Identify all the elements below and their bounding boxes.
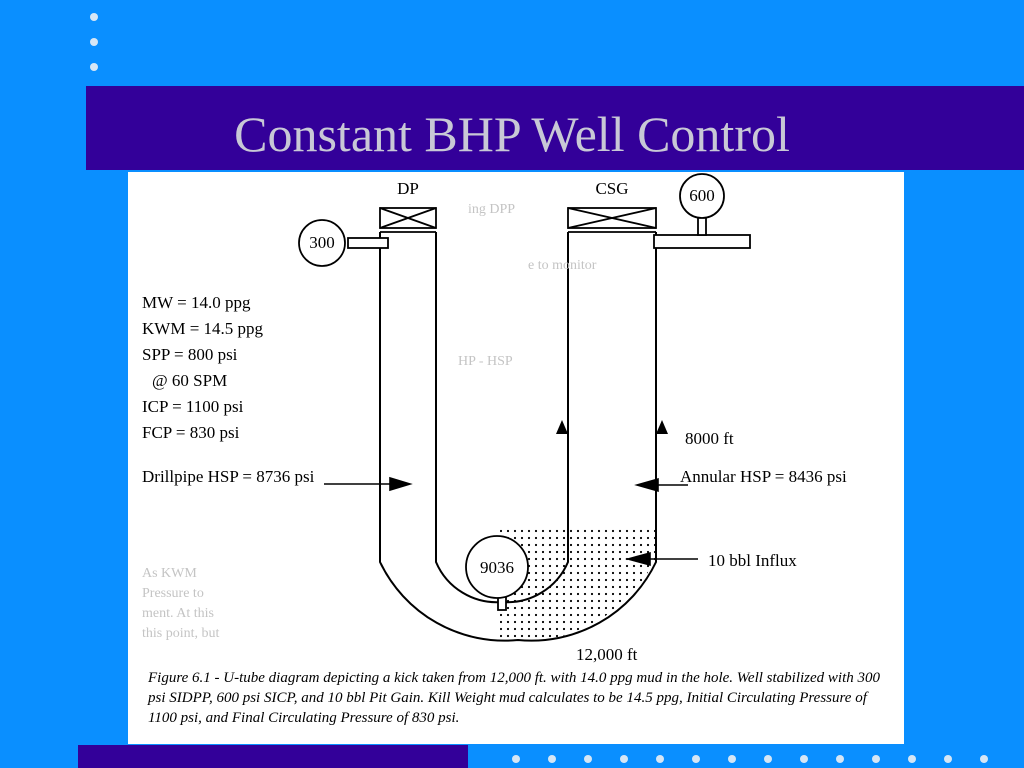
decor-dot [90,63,98,71]
initial-circulating-pressure: ICP = 1100 psi [142,397,244,416]
annular-hsp-label: Annular HSP = 8436 psi [680,467,847,486]
drillpipe-hsp-label: Drillpipe HSP = 8736 psi [142,467,315,486]
u-tube-figure [128,172,904,744]
decor-dot [872,755,880,763]
ghost-text: HP - HSP [458,354,513,369]
bottom-band [78,745,468,768]
bhp-gauge-value: 9036 [480,558,514,577]
decor-dot [800,755,808,763]
mud-weight: MW = 14.0 ppg [142,293,251,312]
decor-dot [728,755,736,763]
decor-dot [90,13,98,21]
decor-dot [980,755,988,763]
ghost-text: As KWM [142,566,197,581]
decor-dot [656,755,664,763]
decor-dot [548,755,556,763]
slide-title: Constant BHP Well Control [234,106,790,162]
decor-dot [692,755,700,763]
decor-dot [908,755,916,763]
flow-up-arrow-icon [556,420,668,434]
influx-label: 10 bbl Influx [708,551,797,570]
kill-mud-weight: KWM = 14.5 ppg [142,319,264,338]
csg-valve-icon [568,208,656,232]
sicp-gauge-value: 600 [689,186,715,205]
pump-rate: @ 60 SPM [152,371,228,390]
ghost-text: Pressure to [142,586,204,601]
decor-dot [944,755,952,763]
u-tube-diagram [128,172,904,744]
figure-caption: Figure 6.1 - U-tube diagram depicting a kick taken from 12,000 ft. with 14.0 ppg mud in the hole. Well stabilized with 300 psi SIDPP, 600 psi SICP, and 10 bbl Pit Gain. Kill Weight mud calculates to be 14.5 ppg, Initial Circulating Pressure of 1100 psi, and Final Circulating Pressure of 830 psi. [148,670,881,726]
decor-dot [620,755,628,763]
total-depth-label: 12,000 ft [576,645,638,664]
csg-label: CSG [595,179,629,198]
decor-dot [836,755,844,763]
decor-dot [512,755,520,763]
final-circulating-pressure: FCP = 830 psi [142,423,240,442]
depth-8000-label: 8000 ft [685,429,734,448]
ghost-text: ment. At this [142,606,214,621]
decor-dot [90,38,98,46]
slow-pump-pressure: SPP = 800 psi [142,345,238,364]
dp-label: DP [397,179,419,198]
dp-valve-icon [380,208,436,232]
well-givens [142,290,263,446]
decor-dot [584,755,592,763]
drillpipe-hsp-arrow-icon [324,478,410,490]
ghost-text: this point, but [142,626,220,641]
ghost-text: ing DPP [468,202,516,217]
ghost-text: e to monitor [528,258,597,273]
sidpp-gauge-value: 300 [309,233,335,252]
decor-dot [764,755,772,763]
